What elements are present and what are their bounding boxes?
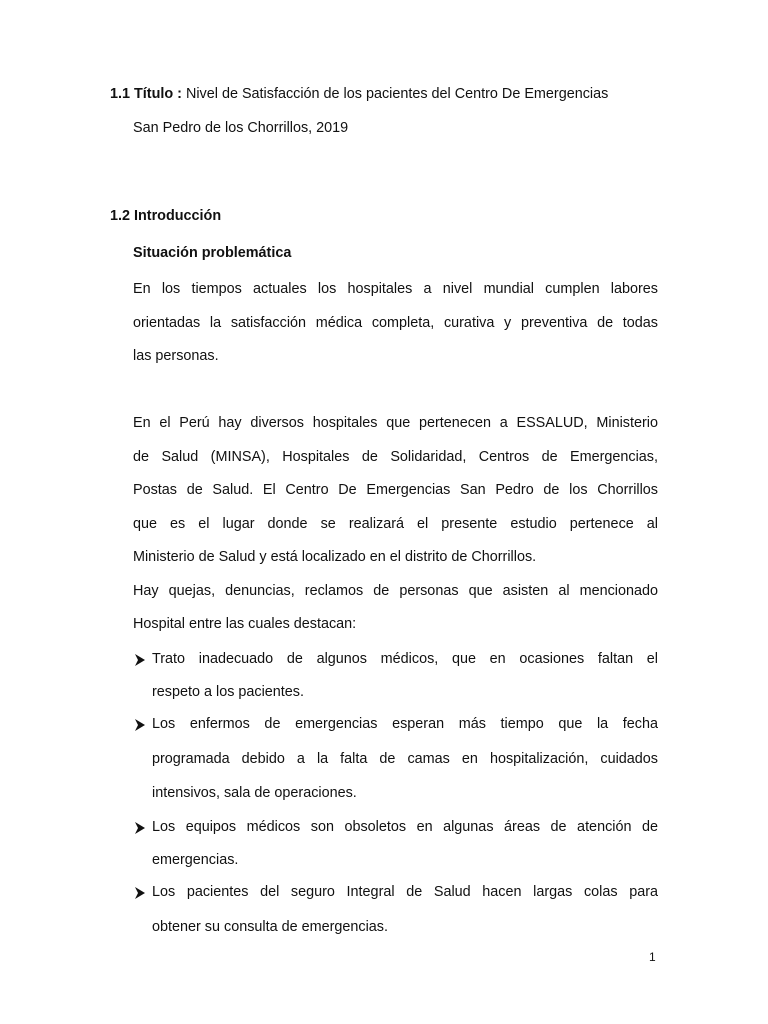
section-heading: 1.2 Introducción [110, 208, 222, 224]
arrowhead-bullet-icon [133, 718, 147, 732]
paragraph-1-line-1: En los tiempos actuales los hospitales a nivel mundial cumplen labores [133, 282, 658, 297]
paragraph-1-line-2: orientadas la satisfacción médica completa, curativa y preventiva de todas [133, 316, 658, 331]
paragraph-3-line-1: Hay quejas, denuncias, reclamos de personas que asisten al mencionado [133, 584, 658, 599]
paragraph-1-line-3: las personas. [133, 349, 219, 364]
title-line-1 [110, 87, 608, 101]
paragraph-2-line-5: Ministerio de Salud y está localizado en el distrito de Chorrillos. [133, 550, 537, 565]
title-line-2: San Pedro de los Chorrillos, 2019 [133, 120, 349, 136]
page-number: 1 [649, 950, 656, 964]
paragraph-2-line-3: Postas de Salud. El Centro De Emergencias San Pedro de los Chorrillos [133, 483, 658, 498]
bullet-3-line-2: emergencias. [152, 853, 239, 868]
title-text: Nivel de Satisfacción de los pacientes del Centro De Emergencias [185, 86, 609, 102]
bullet-4-line-2: obtener su consulta de emergencias. [152, 920, 388, 935]
paragraph-2-line-2: de Salud (MINSA), Hospitales de Solidaridad, Centros de Emergencias, [133, 450, 658, 465]
paragraph-2-line-1: En el Perú hay diversos hospitales que pertenecen a ESSALUD, Ministerio [133, 416, 658, 431]
bullet-3-line-1: Los equipos médicos son obsoletos en algunas áreas de atención de [152, 820, 658, 835]
paragraph-2-line-4: que es el lugar donde se realizará el presente estudio pertenece al [133, 517, 658, 532]
bullet-2-line-2: programada debido a la falta de camas en hospitalización, cuidados [152, 752, 658, 767]
bullet-2-line-1: Los enfermos de emergencias esperan más tiempo que la fecha [152, 717, 658, 732]
bullet-1-line-1: Trato inadecuado de algunos médicos, que en ocasiones faltan el [152, 652, 658, 667]
section-subheading: Situación problemática [133, 245, 292, 261]
bullet-2-line-3: intensivos, sala de operaciones. [152, 786, 357, 801]
bullet-4-line-1: Los pacientes del seguro Integral de Salud hacen largas colas para [152, 885, 658, 900]
bullet-1-line-2: respeto a los pacientes. [152, 685, 304, 700]
arrowhead-bullet-icon [133, 653, 147, 667]
arrowhead-bullet-icon [133, 886, 147, 900]
title-number-label: 1.1 Título : [110, 86, 182, 102]
paragraph-3-line-2: Hospital entre las cuales destacan: [133, 617, 357, 632]
arrowhead-bullet-icon [133, 821, 147, 835]
